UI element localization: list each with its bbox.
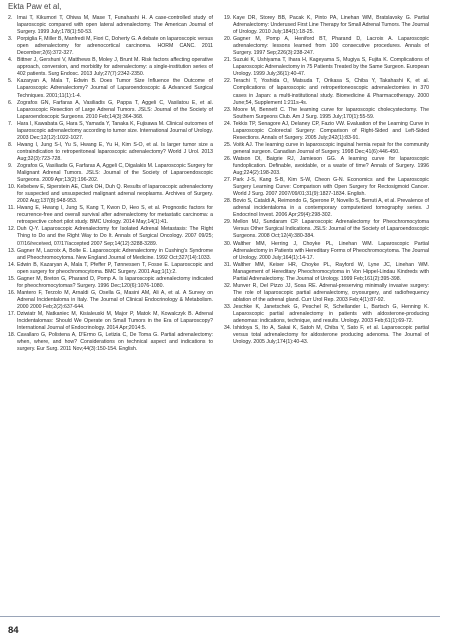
reference-number: 21. — [224, 57, 232, 64]
reference-number: 5. — [8, 78, 13, 85]
reference-number: 2. — [8, 15, 13, 21]
reference-item — [8, 121, 213, 142]
reference-number: 18. — [8, 332, 16, 339]
reference-number: 26. — [224, 155, 232, 162]
reference-text: Mantero F, Terzolo M, Arnaldi G, Osella G, Masini AM, Ali A, et al. A Survey on Adrenal Incidentaloma in Italy. The Journal of Clinical Endocrinology & Metabolism. 2000 2000 Feb;2(2):637-644. — [17, 289, 213, 310]
reference-text: Terachi T, Yoshida O, Matsuda T, Orikasa S, Chiba Y, Takahashi K, et al. Complications of laparoscopic and retroperitoneoscopic adrenalectomies in 370 cases in Japan: a multi-institutional study. Biomedicine & Pharmacotherapy. 2000 June;54, Supplement 1:211s-4s. — [233, 78, 429, 106]
reference-number: 30. — [224, 240, 232, 247]
reference-number: 15. — [8, 275, 16, 282]
reference-number: 12. — [8, 226, 16, 233]
reference-number: 7. — [8, 120, 13, 127]
footer-rule — [0, 616, 440, 617]
reference-text: Ishidoya S, Ito A, Sakai K, Satoh M, Chiba Y, Sato F, et al. Laparoscopic partial versus total adrenalectomy for aldosterone producing adenoma. The Journal of Urology. 2005 July;174(1):40-43. — [233, 325, 429, 346]
reference-text: Mellon MJ, Sundaram CP. Laparoscopic Adrenalectomy for Pheochromocytoma Versus Other Surgical Indications. JSLS: Journal of the Society of Laparoendoscopic Surgeons. 2008 Oct;12(4):380-384. — [233, 219, 429, 240]
reference-item — [224, 304, 429, 325]
reference-number: 17. — [8, 310, 16, 317]
reference-item — [8, 290, 213, 311]
reference-item — [8, 311, 213, 332]
reference-item — [224, 15, 429, 36]
reference-text: Park J-S, Kang S-B, Kim S-W, Cheon G-N. Economics and the Laparoscopic Surgery Learning Curve: Comparison with Open Surgery for Rectosigmoid Cancer. World J Surg. 2007 2007/09/01;31(9):1827-1834. English. — [233, 177, 429, 198]
reference-item — [224, 36, 429, 57]
reference-item — [224, 325, 429, 346]
reference-column-left — [8, 15, 213, 353]
reference-item — [224, 107, 429, 121]
reference-number: 14. — [8, 261, 16, 268]
reference-item — [8, 276, 213, 290]
reference-number: 24. — [224, 120, 232, 127]
reference-number: 31. — [224, 261, 232, 268]
reference-item — [224, 177, 429, 198]
reference-text: Hara I, Kawabata G, Hara S, Yamada Y, Tanaka K, Fujisawa M. Clinical outcomes of laparoscopic adrenalectomy according to tumor size. International Journal of Urology. 2003 Dec;12(12):1022-1027. — [17, 120, 213, 141]
reference-text: Moore M, Bennett C. The learning curve for laparoscopic cholecystectomy. The Southern Surgeons Club. Am J Surg. 1995 July;170(1):55-59. — [233, 106, 429, 120]
reference-text: Duh Q-Y. Laparoscopic Adrenalectomy for Isolated Adrenal Metastasis: The Right Thing to Do and the Right Way to Do It. Annals of Surgical Oncology. 2007 09/25; 07/16/received, 07/17/accepted 2007 Sep;14(12):3288-3289. — [17, 226, 213, 247]
reference-item — [8, 15, 213, 36]
reference-text: Kebebew E, Siperstein AE, Clark OH, Duh Q. Results of laparoscopic adrenalectomy for suspected and unsuspected malignant adrenal neoplasms. Archives of Surgery. 2002 Aug;137(8):948-953. — [17, 184, 213, 205]
reference-text: Porpiglia F, Miller B, Manfredi M, Fiori C, Doherty G. A debate on laparoscopic versus open adrenalectomy for adrenocortical carcinoma. HORM CANC. 2011 December;2(6):372-327. — [17, 36, 213, 57]
reference-number: 29. — [224, 219, 232, 226]
reference-number: 13. — [8, 247, 16, 254]
reference-number: 6. — [8, 99, 13, 106]
reference-number: 3. — [8, 36, 13, 43]
reference-item — [224, 219, 429, 240]
reference-text: Bovio S, Cataldi A, Reimondo G, Sperone P, Novello S, Berruti A, et al. Prevalence of adrenal incidentaloma in a contemporary computerized tomography series. J Endocrinol Invest. 2006 Apr;29(4):298-302. — [233, 198, 429, 219]
reference-text: Kazaryan A, Mala T, Edwin B. Does Tumor Size Influence the Outcome of Laparoscopic Adrenalectomy? Journal of Laparoendoscopic & Advanced Surgical Techniques. 2001;11(1):1-4. — [17, 78, 213, 99]
reference-item — [224, 121, 429, 142]
reference-item — [224, 142, 429, 156]
reference-number: 25. — [224, 141, 232, 148]
reference-text: Munver R, Del Pizzo JJ, Sosa RE. Adrenal-preserving minimally invasive surgery: The role of laparoscopic partial adrenalectomy, cryosurgery, and radiofrequency ablation of the adrenal gland. Curr Urol Rep. 2003 Feb;4(1):87-92. — [233, 282, 429, 303]
reference-text: Voitk AJ. The learning curve in laparoscopic inguinal hernia repair for the community general surgeon. Canadian Journal of Surgery. 1998 Dec;41(6):446-450. — [233, 141, 429, 155]
running-header: Ekta Paw et al, — [8, 2, 62, 11]
reference-number: 9. — [8, 162, 13, 169]
reference-number: 10. — [8, 184, 16, 191]
reference-item — [8, 36, 213, 57]
reference-number: 16. — [8, 289, 16, 296]
reference-text: Zografos GN, Farfaras A, Vasiliadis G, Pappa T, Aggeli C, Vasilatou E, et al. Laparoscopic Resection of Large Adrenal Tumors. JSLS: Journal of the Society of Laparoendoscopic Surgeons. 2010 Feb;14(3):364-368. — [17, 99, 213, 120]
reference-number: 22. — [224, 78, 232, 85]
reference-item — [8, 57, 213, 78]
reference-number: 23. — [224, 106, 232, 113]
reference-item — [8, 248, 213, 262]
reference-text: Gagner M, Breton G, Pharand D, Pomp A. Is laparoscopic adrenalectomy indicated for pheochromocytomas? Surgery. 1996 Dec;120(6):1076-1080. — [17, 275, 213, 289]
reference-text: Gagner M, Pomp A, Heniford BT, Pharand D, Lacroix A. Laparoscopic adrenalectomy: lessons learned from 100 consecutive procedures. Annals of Surgery. 1997 Sep;226(3):238-247. — [233, 36, 429, 57]
reference-text: Tekkis TP, Senagore AJ, Delaney CP, Fazio VW. Evaluation of the Learning Curve in Laparoscopic Colorectal Surgery: Comparison of Right-Sided and Left-Sided Resections. Annals of Surgery. 2005 July;242(1):83-91. — [233, 120, 429, 141]
reference-item — [224, 57, 429, 78]
reference-text: Bittner J, Gershuni V, Matthews B, Moley J, Brunt M. Risk factors affecting operative approach, conversion, and morbidity for adrenalectomy: a single-institution series of 402 patients. Surg Endosc. 2013 July;27(7):2342-2350. — [17, 57, 213, 78]
reference-item — [224, 262, 429, 283]
reference-item — [224, 78, 429, 106]
reference-item — [8, 205, 213, 226]
reference-number: 4. — [8, 57, 13, 64]
reference-text: Jeschke K, Janetschek G, Peschel R, Schellander L, Bartsch G, Henning K. Laparoscopic partial adrenalectomy in patients with aldosterone-producing adenomas: indications, technique, and results. Urology. 2003 Feb;61(1):69-72. — [233, 303, 429, 325]
reference-item — [8, 262, 213, 276]
reference-text: Zografos G, Vasiliadis G, Farfaras A, Aggeli C, Digalakis M. Laparoscopic Surgery for Malignant Adrenal Tumors. JSLS: Journal of the Society of Laparoendoscopic Surgeons. 2009 Apr;13(2):196-202. — [17, 162, 213, 184]
reference-item — [8, 100, 213, 121]
reference-item — [224, 283, 429, 304]
reference-text: Edwin B, Kazaryan A, Mala T, Pfeffer P, Tønnessen T, Fosse E. Laparoscopic and open surgery for pheochromocytoma. BMC Surgery. 2001 Aug;1(1):2. — [17, 261, 213, 275]
reference-text: Dziwiatr M, Natkaniec M, Kisialeuski M, Major P, Matok M, Kowalczyk B. Adrenal Incidentalomas: Should We Operate on Small Tumors in the Era of Laparoscopy? International Journal of Endocrinology. 2014 Apr;2014:5. — [17, 310, 213, 332]
page-number: 84 — [0, 620, 40, 640]
reference-item — [8, 163, 213, 184]
reference-number: 19. — [224, 15, 232, 21]
reference-number: 28. — [224, 198, 232, 205]
reference-item — [8, 78, 213, 99]
reference-number: 32. — [224, 282, 232, 289]
reference-number: 33. — [224, 303, 232, 310]
reference-text: Hwang I, Jung S-I, Yu S, Hwang E, Yu H, Kim S-O, et al. Is larger tumor size a contraindication to retroperitoneal laparoscopic adrenalectomy? World J Urol. 2013 Aug;32(3):723-728. — [17, 141, 213, 162]
reference-item — [224, 156, 429, 177]
reference-number: 27. — [224, 177, 232, 184]
reference-number: 8. — [8, 141, 13, 148]
reference-item — [8, 142, 213, 163]
reference-item — [224, 198, 429, 219]
reference-text: Imai T, Kikumori T, Ohiwa M, Mase T, Funahashi H. A case-controlled study of laparoscopic compared with open lateral adrenalectomy. The American Journal of Surgery. 1999 July;178(1):50-53. — [17, 15, 213, 36]
reference-item — [224, 241, 429, 262]
reference-number: 20. — [224, 36, 232, 43]
reference-text: Walther MM, Keiser HR, Choyke PL, Rayford W, Lyne JC, Linehan WM. Management of Hereditary Pheochromocytoma in Von Hippel-Lindau Kindreds with Partial Adrenalectomy. The Journal of Urology. 1999 Feb;161(2):395-398. — [233, 261, 429, 282]
reference-text: Gagner M, Lacroix A, Bolte E. Laparoscopic Adrenalectomy in Cushing's Syndrome and Pheochromocytoma. New England Journal of Medicine. 1992 Oct;327(14):1033. — [17, 247, 213, 261]
reference-text: Walther MM, Herring J, Choyke PL, Linehan WM. Laparoscopic Partial Adrenalectomy in Patients with Hereditary Forms of Pheochromocytoma. The Journal of Urology. 2000 July;164(1):14-17. — [233, 240, 429, 261]
reference-text: Kaye DR, Storey BB, Pacak K, Pinto PA, Linehan WM, Bratslavsky G. Partial Adrenalectomy: Underused First Line Therapy for Small Adrenal Tumors. The Journal of Urology. 2010 July;184(1):18-25. — [233, 15, 429, 36]
reference-text: Hwang E, Hwang I, Jung S, Kang T, Kwon D, Heo S, et al. Prognostic factors for recurrence-free and overall survival after adrenalectomy for metastatic carcinoma: a retrospective cohort pilot study. BMC Urology. 2014 May;14(1):41. — [17, 205, 213, 226]
reference-item — [8, 184, 213, 205]
reference-text: Watson DI, Baigrie RJ, Jamieson GG. A learning curve for laparoscopic fundoplication. Definable, avoidable, or a waste of time? Annals of Surgery. 1996 Aug;224(2):198-203. — [233, 155, 429, 177]
reference-number: 11. — [8, 205, 15, 212]
reference-number: 34. — [224, 325, 232, 332]
reference-text: Cavallaro G, Polistena A, D'Ermo G, Letizia C, De Toma G. Partial adrenalectomy: when, where, and how? Considerations on technical aspect and indications to surgery. Eur Surg. 2011 Nov;44(3):150-154. English. — [17, 332, 213, 353]
reference-column-right — [224, 15, 429, 346]
reference-item — [8, 226, 213, 247]
reference-text: Suzuki K, Ushiyama T, Ihara H, Kageyama S, Mugiya S, Fujita K. Complications of Laparoscopic Adrenalectomy in 75 Patients Treated by the Same Surgeon. European Urology. 1999 July;36(1):40-47. — [233, 57, 429, 78]
reference-item — [8, 332, 213, 353]
